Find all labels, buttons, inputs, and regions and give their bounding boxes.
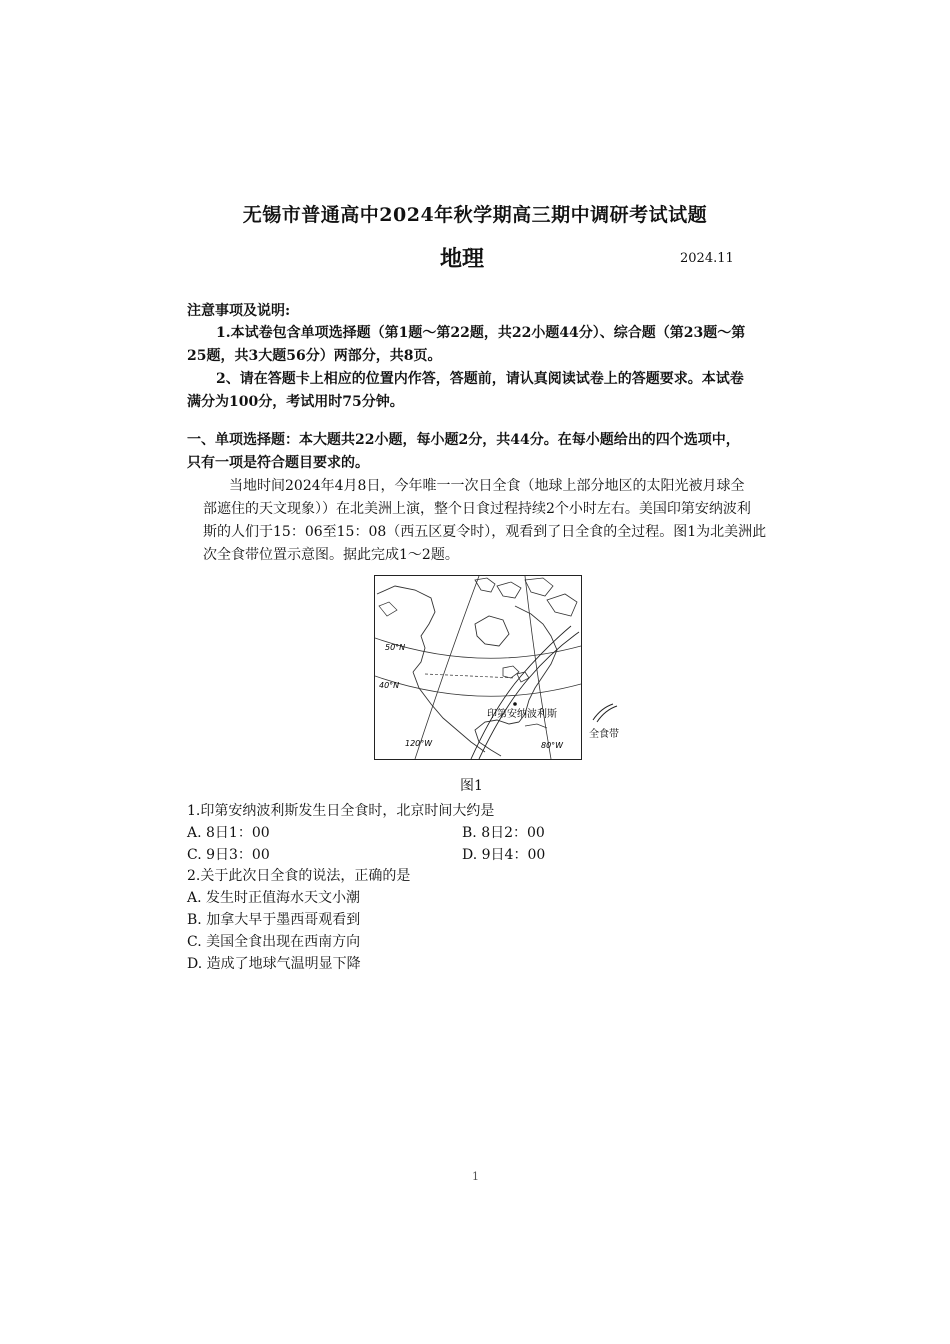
gulf-coast (475, 720, 519, 756)
question1-option-b: B. 8日2：00 (462, 825, 545, 841)
section1-heading-line1: 一、单项选择题：本大题共22小题，每小题2分，共44分。在每小题给出的四个选项中， (187, 432, 740, 448)
material-line1: 当地时间2024年4月8日，今年唯一一次日全食（地球上部分地区的太阳光被月球全 (229, 478, 745, 494)
legend-band-line (593, 704, 613, 720)
question1-option-d: D. 9日4：00 (462, 847, 546, 863)
label-120w: 120°W (405, 739, 433, 748)
section1-heading-line2: 只有一项是符合题目要求的。 (187, 455, 369, 471)
city-label: 印第安纳波利斯 (487, 709, 557, 720)
notice-heading: 注意事项及说明: (187, 303, 291, 319)
great-lakes (503, 666, 519, 678)
label-80w: 80°W (541, 741, 564, 750)
exam-title: 无锡市普通高中2024年秋学期高三期中调研考试试题 (242, 204, 708, 226)
west-coastline (377, 586, 435, 672)
subject-title: 地理 (440, 246, 485, 272)
alaska-coast (379, 602, 397, 616)
notice-item2-line1: 2、请在答题卡上相应的位置内作答，答题前，请认真阅读试卷上的答题要求。本试卷 (216, 371, 744, 387)
greenland-coast (547, 594, 577, 616)
material-line4: 次全食带位置示意图。据此完成1～2题。 (203, 547, 459, 563)
totality-band-edge (479, 632, 579, 759)
question1-option-a: A. 8日1：00 (187, 825, 270, 841)
material-line2: 部遮住的天文现象））在北美洲上演，整个日食过程持续2个小时左右。美国印第安纳波利 (203, 501, 751, 517)
exam-date: 2024.11 (680, 251, 734, 266)
label-50n: 50°N (385, 643, 406, 652)
legend-svg (585, 700, 630, 745)
question2-option-d: D. 造成了地球气温明显下降 (187, 956, 361, 972)
figure-caption: 图1 (460, 778, 483, 794)
map-legend (585, 700, 630, 745)
map-svg (375, 576, 581, 759)
page-number: 1 (472, 1170, 479, 1183)
legend-label: 全食带 (589, 729, 619, 740)
north-america-map (374, 575, 582, 760)
indianapolis-marker (513, 702, 517, 706)
us-canada-border (425, 674, 515, 678)
caribbean-coast (525, 724, 547, 728)
arctic-island (497, 582, 521, 598)
latitude-40n (375, 676, 581, 696)
arctic-island (475, 578, 495, 592)
notice-item1-line2: 25题，共3大题56分）两部分，共8页。 (187, 348, 442, 364)
label-40n: 40°N (379, 681, 400, 690)
question2-option-c: C. 美国全食出现在西南方向 (187, 934, 361, 950)
question2-option-a: A. 发生时正值海水天文小潮 (187, 890, 361, 906)
material-line3: 斯的人们于15：06至15：08（西五区夏令时），观看到了日全食的全过程。图1为北美洲此 (203, 524, 767, 540)
notice-item2-line2: 满分为100分，考试用时75分钟。 (187, 394, 404, 410)
question2-option-b: B. 加拿大早于墨西哥观看到 (187, 912, 361, 928)
totality-band-edge (471, 626, 571, 759)
question1-stem: 1.印第安纳波利斯发生日全食时，北京时间大约是 (187, 803, 495, 819)
longitude-120w (415, 576, 479, 759)
arctic-island (525, 578, 553, 596)
notice-item1-line1: 1.本试卷包含单项选择题（第1题～第22题，共22小题44分）、综合题（第23题～第 (216, 325, 746, 341)
question1-option-c: C. 9日3：00 (187, 847, 270, 863)
legend-band-line (597, 706, 617, 722)
hudson-bay (475, 616, 509, 646)
question2-stem: 2.关于此次日全食的说法，正确的是 (187, 868, 411, 884)
